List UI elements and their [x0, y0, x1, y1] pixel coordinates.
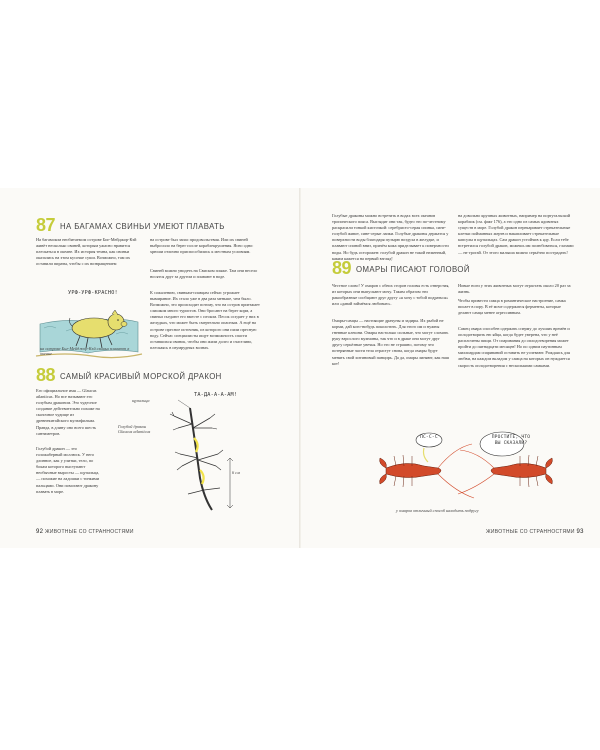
fact-88-col1a: Его официальное имя — Glaucus atlanticus. Но все называют его голубым драконом. Это чудесное создание действительно похоже на сказочное чудище из древнекитайского мультфильма. Правда, в длину оно всего шесть сантиметров.: [36, 388, 100, 436]
fact-87-number: 87: [36, 215, 56, 235]
dragon-size-label: 6 см: [232, 470, 240, 475]
fact-89-number: 89: [332, 258, 352, 278]
fact-88-col1b: Голубой дракон — это голожаберный моллюск. У него длинное, как у улитки, тело, по бокам которого выступают необычные выросты — щупальца, — похожие на ладошки с тонкими пальцами. Они помогают дракону плавать в море.: [36, 446, 100, 494]
lobster-right-speech: ПРОСТИТЕ, ЧТО ВЫ СКАЗАЛИ?: [491, 435, 531, 446]
right-footer: [486, 529, 584, 535]
fact-89-col1b: Омары-самцы — настоящие драчуны и задиры. Их рыбой не корми, дай кого-нибудь поколотить. Для этого им и нужны гневные клешни. Омары настолько сильные, что могут сломать руку взрослого мужчины, так что и в драке они могут друг другу серьёзные увечья. Но это не страшно, потому что потерянные части тела отрастут снова, когда омары будут менять свой хитиновый панцирь. Да да, омары линяют, как наш кот!: [332, 318, 450, 366]
fact-89-col2b: Чтобы привести самца в романтическое настроение, самка писает в пору. В её моче содержатся ферменты, которые делают самца менее агрессивным.: [458, 298, 566, 316]
blue-dragon-illustration: [160, 398, 250, 518]
fact-88-number: 88: [36, 365, 56, 385]
page-gutter: [299, 188, 301, 548]
fact-89-title: ОМАРЫ ПИСАЮТ ГОЛОВОЙ: [356, 265, 470, 274]
fact-87-title: НА БАГАМАХ СВИНЬИ УМЕЮТ ПЛАВАТЬ: [60, 222, 225, 231]
dragon-species-label: Голубой дракон Glaucus atlanticus: [118, 424, 151, 435]
fact-88-title: САМЫЙ КРАСИВЫЙ МОРСКОЙ ДРАКОН: [60, 372, 222, 381]
dragon-shout: ТА-ДА-А-А-АМ!: [194, 392, 238, 398]
dragon-continued-col1: Голубые драконы можно встретить в водах всех океанов тропического пояса. Выглядят они так, будто это по-честному раскрасили тонкой кисточкой: серебристо-серая спинка, сине-голубой живот, сине-серые лапки. Голубые драконы держатся у поверхности воды благодаря пузырю воздуха в желудке, и плавают спиной вниз, причём кожа приделывает к поверхности воды. Но будь осторожен: голубой дракон не такой неженный, каким кажется на первый взгляд!: [332, 213, 449, 261]
left-page-number: 92: [36, 529, 44, 535]
fact-87-col2b: Свиней можно увидеть на Свиском пляже. Там они весело носятся друг за другом и плавают в воде.: [150, 268, 258, 280]
dragon-continued-col2: на довольно крупных животных, например на португальский кораблик (см. факт 176), а это одно из самых ядовитых существ в море. Голубой дракон перекаривает стрекательные клетки пойманных жертв и накапливает стрекательные капсулы в щупальцах. Сам дракон устойчив к яду. Если тебе встретился голубой дракон, можешь им полюбоваться, глазами — не трогай. От этого малыша можно серьёзно пострадать!: [458, 213, 574, 255]
fact-87-col1: На багамском необитаемом острове Биг-Мейджор-Кэй живёт несколько свиней, которым ужасно нравится плескаться в океане. Их история темна, как свиньи оказались на этом кусочке суши. Возможно, там их оставили пираты, чтобы с их возвращением: [36, 237, 137, 267]
lobster-caption: у омаров отличный способ находить подругу: [396, 508, 479, 513]
pig-speech: УРФ-УРФ-КРАСНО!: [68, 290, 118, 296]
fact-87-col2c: К сожалению, свинкам-плавцам сейчас угрожает вымирание. Их стало уже в два раза меньше, чем было. Возможно, это происходит потому, что на остров приезжает слишком много туристов. Они бросают на берег корм, а свиньи съедают его вместе с песком. Песок оседает у них в желудках, что может быть смертельно опасным. А ещё на острове пресное источник, из которого они пили пресную воду. Сейчас специалисты ищут возможность спасти оставшихся свинок, чтобы они жили долго и счастливо, плескаясь в изумрудных волнах.: [150, 290, 260, 350]
fact-89-col2a: Новые ноги у этих животных могут отрастать около 20 раз за жизнь.: [458, 283, 571, 295]
fact-87-col2a: на острове был запас продовольствия. Или их свиней выбросило на берег после кораблекрушения. Ясно одно: хрюши отлично приспособились к местным условиям.: [150, 237, 254, 255]
dragon-wings-label: щупальца: [132, 398, 150, 403]
left-running-title: ЖИВОТНЫЕ СО СТРАННОСТЯМИ: [44, 529, 134, 535]
left-footer: [36, 529, 134, 535]
right-running-title: ЖИВОТНЫЕ СО СТРАННОСТЯМИ: [486, 529, 575, 535]
fact-89-col2c: Самец омара способен одержать сперму до лучших времён и оплодотворить ею яйца, когда будет уверена, что у неё расплочены пищи. От спаривания до оплодотворения может пройти до пятнадцати месяцев! Но по одним паутинным миллиардам спариваний оставить не успевают. Рождаясь для любви, на каждом вкладом у самца на которых он нуждается скорость оплодотворения с несколькими самками.: [458, 326, 571, 368]
right-page-number: 93: [576, 529, 584, 535]
lobster-left-speech: ПС-С-С: [420, 435, 438, 440]
pig-caption: на острове Биг-Мейджор-Кэй свиньи плавают в океане: [40, 346, 130, 357]
fact-89-col1a: Честное слово! У омаров с обеих сторон головы есть отверстия, из которых они выпускают мочу. Таким образом эти ракообразные сообщают друг другу «я хочу с тобой подраться» или «давай займёмся любовью».: [332, 283, 450, 307]
